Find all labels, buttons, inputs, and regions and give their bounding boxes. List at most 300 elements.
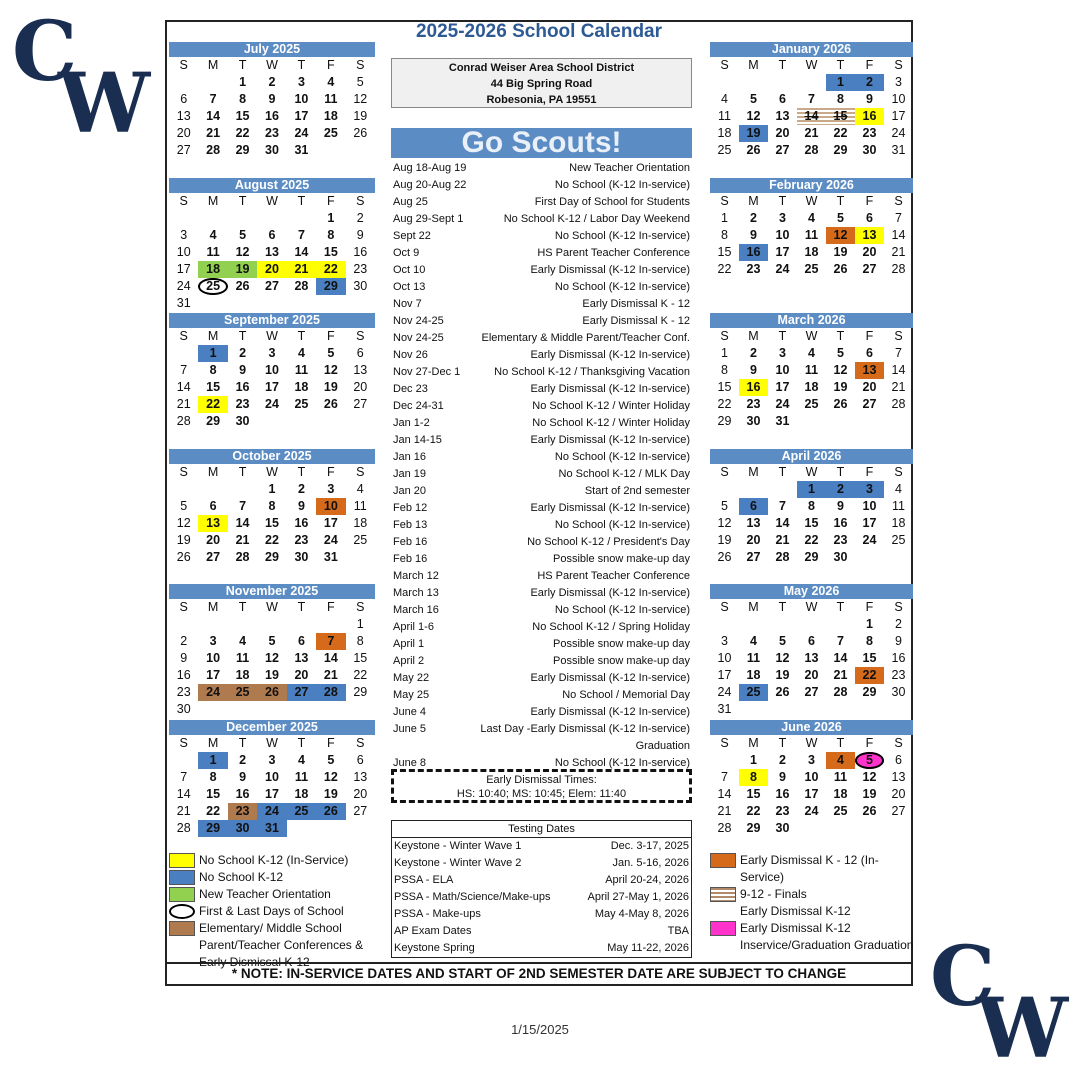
- empty-day: [710, 481, 739, 498]
- weekday-label: S: [356, 464, 365, 479]
- day-cell: 5: [750, 92, 757, 106]
- day-cell: 21: [717, 803, 732, 818]
- month-calendar: [708, 720, 915, 856]
- test-dates: April 27-May 1, 2026: [587, 891, 689, 903]
- event-row: [391, 585, 692, 602]
- month-calendar: [708, 42, 915, 178]
- weekday-label: W: [266, 193, 278, 208]
- legend-item: [708, 852, 915, 886]
- day-cell: 2: [855, 74, 884, 91]
- event-date: June 5: [393, 723, 427, 735]
- event-desc: No School (K-12 In-service): [554, 451, 690, 463]
- day-cell: 27: [746, 549, 761, 564]
- event-desc: No School K-12 / Labor Day Weekend: [503, 213, 690, 225]
- day-cell: 26: [257, 684, 286, 701]
- day-cell: 7: [895, 210, 902, 225]
- day-cell: 7: [180, 363, 188, 377]
- empty-day: [739, 616, 768, 633]
- day-cell: 14: [294, 244, 309, 259]
- weekday-label: S: [179, 600, 188, 614]
- weekday-label: S: [356, 735, 365, 750]
- test-name: Keystone - Winter Wave 2: [394, 857, 522, 869]
- day-cell: 18: [235, 668, 250, 682]
- testing-row: [392, 889, 691, 906]
- day-cell: 14: [775, 515, 790, 530]
- event-desc: No School (K-12 In-service): [554, 179, 690, 191]
- day-cell: 12: [235, 244, 250, 259]
- day-cell: 26: [775, 685, 790, 699]
- day-cell: 24: [294, 126, 309, 140]
- day-cell: 6: [739, 498, 768, 515]
- day-cell: 20: [891, 786, 906, 801]
- legend-left: [167, 852, 382, 971]
- cw-logo-top-left: [10, 10, 160, 140]
- day-cell: 18: [353, 515, 368, 530]
- weekday-label: M: [748, 464, 759, 479]
- month-title: December 2025: [169, 720, 375, 735]
- empty-day: [797, 616, 826, 633]
- day-cell: 15: [746, 786, 761, 801]
- day-cell: 9: [750, 227, 757, 242]
- day-cell: 24: [891, 126, 906, 140]
- svg-text:W: W: [58, 56, 151, 140]
- day-cell: 4: [808, 210, 815, 225]
- weekday-label: W: [266, 735, 278, 750]
- district-address: 44 Big Spring Road: [490, 78, 593, 90]
- page-title: 2025-2026 School Calendar: [415, 21, 663, 42]
- legend-label: Early Dismissal K-12 Inservice/Graduation Graduation: [740, 921, 914, 952]
- footnote: * NOTE: IN-SERVICE DATES AND START OF 2ND SEMESTER DATE ARE SUBJECT TO CHANGE: [167, 962, 911, 984]
- day-cell: 11: [804, 363, 819, 377]
- day-cell: 17: [294, 109, 309, 123]
- day-cell: 12: [862, 769, 877, 784]
- weekday-label: T: [297, 193, 306, 208]
- day-cell: 13: [746, 515, 761, 530]
- weekday-label: M: [748, 329, 759, 343]
- month-grid: [169, 193, 375, 312]
- event-date: Sept 22: [393, 230, 431, 242]
- day-cell: 22: [717, 397, 732, 411]
- event-desc: Early Dismissal (K-12 In-service): [530, 434, 690, 446]
- month-title: May 2026: [710, 584, 913, 599]
- day-cell: 16: [855, 108, 884, 125]
- empty-day: [257, 210, 286, 227]
- day-cell: 3: [721, 634, 728, 648]
- day-cell: 10: [176, 244, 191, 259]
- empty-day: [169, 752, 198, 769]
- month-calendar: [167, 178, 377, 314]
- day-cell: 11: [746, 651, 761, 665]
- dismissal-title: Early Dismissal Times:: [486, 774, 597, 786]
- legend-right: [708, 852, 915, 954]
- weekday-label: M: [207, 464, 219, 479]
- event-row: [391, 262, 692, 279]
- month-title: April 2026: [710, 449, 913, 464]
- day-cell: 25: [804, 261, 819, 276]
- weekday-label: T: [297, 600, 306, 614]
- district-name: Conrad Weiser Area School District: [448, 62, 635, 74]
- event-date: Nov 26: [393, 349, 428, 361]
- event-date: March 13: [393, 587, 439, 599]
- day-cell: 1: [327, 210, 335, 225]
- empty-day: [228, 210, 257, 227]
- day-cell: 9: [268, 92, 276, 106]
- day-cell: 14: [206, 109, 221, 123]
- day-cell: 23: [833, 532, 848, 547]
- day-cell: 11: [235, 651, 250, 665]
- day-cell: 3: [895, 75, 902, 89]
- weekday-label: S: [179, 329, 188, 343]
- day-cell: 4: [327, 75, 335, 89]
- month-grid: [710, 328, 913, 430]
- weekday-label: M: [207, 58, 219, 72]
- day-cell: 12: [775, 651, 790, 665]
- day-cell: 27: [265, 278, 279, 293]
- weekday-label: T: [297, 329, 306, 343]
- testing-row: [392, 855, 691, 872]
- day-cell: 28: [294, 278, 309, 293]
- day-cell: 20: [804, 668, 819, 682]
- event-row: [391, 330, 692, 347]
- day-cell: 4: [808, 346, 815, 360]
- day-cell: 2: [239, 752, 247, 767]
- day-cell: 31: [323, 549, 338, 564]
- weekday-label: S: [179, 58, 188, 72]
- legend-label: Elementary/ Middle School Parent/Teacher Conferences & Early Dismissal K-12: [199, 921, 364, 969]
- day-cell: 25: [804, 397, 819, 411]
- event-date: Aug 29-Sept 1: [393, 213, 464, 225]
- weekday-label: S: [720, 600, 729, 614]
- day-cell: 2: [356, 210, 364, 225]
- day-cell: 17: [717, 668, 732, 682]
- day-cell: 25: [833, 803, 848, 818]
- day-cell: 19: [323, 786, 338, 801]
- day-cell: 1: [826, 74, 855, 91]
- event-date: March 16: [393, 604, 439, 616]
- day-cell: 18: [804, 244, 819, 259]
- event-date: Jan 19: [393, 468, 427, 480]
- legend-swatch: [710, 921, 736, 936]
- weekday-label: S: [720, 464, 729, 479]
- weekday-label: F: [865, 329, 874, 343]
- day-cell: 5: [837, 346, 844, 360]
- weekday-label: W: [805, 58, 818, 72]
- legend-label: First & Last Days of School: [199, 904, 344, 918]
- day-cell: 6: [779, 92, 786, 106]
- empty-day: [198, 74, 227, 91]
- day-cell: 21: [176, 803, 191, 818]
- weekday-label: F: [327, 600, 335, 614]
- day-cell: 30: [862, 143, 877, 157]
- weekday-label: S: [894, 735, 903, 750]
- event-desc: Early Dismissal (K-12 In-service): [530, 349, 690, 361]
- day-cell: 28: [775, 549, 790, 564]
- weekday-label: F: [865, 58, 874, 72]
- day-cell: 22: [265, 532, 279, 547]
- event-desc: Graduation: [635, 740, 690, 752]
- day-cell: 29: [353, 685, 368, 699]
- day-cell: 26: [176, 549, 191, 564]
- day-cell: 20: [775, 126, 790, 140]
- event-desc: No School (K-12 In-service): [554, 604, 690, 616]
- event-row: [391, 483, 692, 500]
- day-cell: 5: [327, 752, 335, 767]
- day-cell: 7: [209, 92, 217, 106]
- day-cell: 28: [891, 397, 906, 411]
- day-cell: 24: [198, 684, 227, 701]
- day-cell: 9: [356, 227, 364, 242]
- day-cell: 8: [808, 498, 815, 513]
- day-cell: 13: [176, 109, 191, 123]
- day-cell: 29: [833, 143, 848, 157]
- empty-day: [169, 210, 198, 227]
- legend-swatch: [710, 904, 736, 919]
- event-row: [391, 738, 692, 755]
- day-cell: 6: [895, 752, 902, 767]
- month-title: July 2025: [169, 42, 375, 57]
- testing-row: [392, 923, 691, 940]
- weekday-label: W: [805, 464, 818, 479]
- event-row: [391, 704, 692, 721]
- day-cell: 25: [294, 397, 309, 411]
- weekday-label: M: [207, 735, 219, 750]
- event-date: Oct 10: [393, 264, 426, 276]
- weekday-label: S: [356, 329, 365, 343]
- event-row: [391, 364, 692, 381]
- day-cell: 12: [323, 769, 338, 784]
- day-cell: 22: [804, 532, 819, 547]
- day-cell: 21: [206, 126, 221, 140]
- day-cell: 8: [327, 227, 335, 242]
- day-cell: 16: [294, 515, 309, 530]
- empty-day: [710, 74, 739, 91]
- event-date: Jan 20: [393, 485, 427, 497]
- weekday-label: W: [805, 735, 818, 750]
- weekday-label: F: [327, 735, 335, 750]
- event-desc: Start of 2nd semester: [584, 485, 690, 497]
- day-cell: 13: [353, 769, 368, 784]
- day-cell: 17: [323, 515, 338, 530]
- day-cell: 2: [239, 346, 247, 360]
- day-cell: 29: [316, 278, 345, 295]
- day-cell: 6: [866, 210, 873, 225]
- months-right-column: [708, 42, 915, 855]
- day-cell: 12: [265, 651, 279, 665]
- day-cell: 8: [239, 92, 247, 106]
- weekday-label: T: [238, 193, 247, 208]
- weekday-label: F: [327, 193, 335, 208]
- day-cell: 28: [891, 261, 906, 276]
- day-cell: 9: [239, 363, 247, 377]
- day-cell: 15: [323, 244, 338, 259]
- day-cell: 28: [235, 549, 250, 564]
- day-cell: 30: [891, 685, 906, 699]
- day-cell: 24: [717, 685, 732, 699]
- event-desc: First Day of School for Students: [534, 196, 690, 208]
- event-date: [391, 738, 393, 755]
- empty-day: [826, 616, 855, 633]
- weekday-label: W: [805, 193, 818, 208]
- day-cell: 12: [746, 109, 761, 123]
- day-cell: 12: [826, 227, 855, 244]
- months-left-column: [167, 42, 377, 855]
- day-cell: 12: [176, 515, 191, 530]
- day-cell: 26: [746, 143, 761, 157]
- test-dates: Dec. 3-17, 2025: [610, 840, 689, 852]
- day-cell: 10: [775, 227, 790, 242]
- event-date: Feb 12: [393, 502, 428, 514]
- day-cell: 15: [862, 651, 877, 665]
- month-calendar: [167, 584, 377, 720]
- weekday-label: S: [179, 193, 188, 208]
- day-cell: 8: [866, 634, 873, 648]
- event-date: May 22: [393, 672, 430, 684]
- day-cell: 31: [176, 295, 191, 310]
- day-cell: 30: [176, 702, 191, 716]
- day-cell: 16: [833, 515, 848, 530]
- event-date: Feb 16: [393, 536, 428, 548]
- month-grid: [710, 599, 913, 718]
- day-cell: 4: [895, 481, 902, 496]
- day-cell: 23: [265, 126, 279, 140]
- day-cell: 20: [257, 261, 286, 278]
- day-cell: 13: [804, 651, 819, 665]
- month-grid: [169, 599, 375, 718]
- day-cell: 30: [228, 820, 257, 837]
- day-cell: 26: [833, 261, 848, 276]
- day-cell: 7: [808, 92, 815, 106]
- month-title: June 2026: [710, 720, 913, 735]
- event-date: Nov 7: [393, 298, 422, 310]
- day-cell: 9: [239, 769, 247, 784]
- day-cell: 18: [804, 380, 819, 394]
- day-cell: 6: [356, 752, 364, 767]
- day-cell: 19: [833, 380, 848, 394]
- test-name: Keystone Spring: [394, 942, 475, 954]
- event-desc: Possible snow make-up day: [553, 638, 690, 650]
- day-cell: 1: [797, 481, 826, 498]
- day-cell: 20: [746, 532, 761, 547]
- event-date: Nov 24-25: [393, 332, 444, 344]
- day-cell: 6: [209, 498, 217, 513]
- event-desc: New Teacher Orientation: [569, 162, 690, 174]
- event-desc: No School K-12 / Spring Holiday: [532, 621, 690, 633]
- day-cell: 25: [891, 532, 906, 547]
- weekday-label: F: [865, 600, 874, 614]
- day-cell: 16: [176, 668, 191, 682]
- day-cell: 11: [804, 227, 819, 242]
- day-cell: 7: [180, 769, 188, 784]
- day-cell: 10: [294, 92, 309, 106]
- day-cell: 18: [746, 668, 761, 682]
- day-cell: 6: [268, 227, 276, 242]
- day-cell: 5: [779, 634, 786, 648]
- day-cell: 28: [316, 684, 345, 701]
- day-cell: 18: [294, 786, 309, 801]
- legend-swatch: [169, 887, 195, 902]
- day-cell: 13: [353, 363, 368, 377]
- day-cell: 22: [833, 126, 848, 140]
- day-cell: 3: [180, 227, 188, 242]
- day-cell: 19: [775, 668, 790, 682]
- weekday-label: S: [356, 600, 365, 614]
- day-cell: 22: [235, 126, 250, 140]
- day-cell: 6: [297, 634, 305, 648]
- weekday-label: S: [720, 58, 729, 72]
- weekday-label: T: [778, 193, 787, 208]
- empty-day: [710, 752, 739, 769]
- weekday-label: W: [805, 600, 818, 614]
- event-desc: No School K-12 / MLK Day: [558, 468, 690, 480]
- event-desc: HS Parent Teacher Conference: [537, 247, 690, 259]
- day-cell: 11: [718, 109, 731, 123]
- day-cell: 28: [804, 143, 819, 157]
- day-cell: 9: [895, 634, 902, 648]
- month-calendar: [708, 584, 915, 720]
- day-cell: 13: [855, 227, 884, 244]
- day-cell: 24: [323, 532, 338, 547]
- day-cell: 15: [265, 515, 279, 530]
- day-cell: 7: [837, 634, 844, 648]
- weekday-label: T: [238, 600, 247, 614]
- weekday-label: W: [805, 329, 818, 343]
- day-cell: 22: [316, 261, 345, 278]
- event-date: May 25: [393, 689, 430, 701]
- month-grid: [710, 464, 913, 566]
- day-cell: 31: [891, 143, 906, 157]
- event-row: [391, 432, 692, 449]
- day-cell: 27: [775, 143, 790, 157]
- day-cell: 27: [176, 143, 191, 157]
- day-cell: 22: [746, 803, 761, 818]
- day-cell: 31: [257, 820, 286, 837]
- day-cell: 9: [779, 769, 786, 784]
- weekday-label: S: [720, 329, 729, 343]
- day-cell: 22: [198, 396, 227, 413]
- weekday-label: M: [748, 600, 759, 614]
- event-desc: No School (K-12 In-service): [554, 519, 690, 531]
- legend-item: [708, 920, 915, 954]
- test-dates: May 11-22, 2026: [607, 942, 689, 954]
- day-cell: 26: [323, 397, 338, 411]
- event-desc: No School K-12 / Thanksgiving Vacation: [494, 366, 690, 378]
- day-cell: 26: [353, 126, 368, 140]
- legend-label: No School K-12: [199, 870, 284, 884]
- weekday-label: F: [327, 58, 335, 72]
- event-desc: Early Dismissal K - 12: [582, 315, 690, 327]
- day-cell: 30: [775, 820, 790, 835]
- empty-day: [739, 481, 768, 498]
- day-cell: 30: [235, 414, 250, 428]
- event-date: Dec 24-31: [393, 400, 444, 412]
- day-cell: 23: [294, 532, 309, 547]
- weekday-label: W: [266, 58, 278, 72]
- event-date: Jan 16: [393, 451, 427, 463]
- day-cell: 6: [180, 92, 188, 106]
- day-cell: 8: [268, 498, 276, 513]
- day-cell: 15: [353, 651, 368, 665]
- day-cell: 19: [739, 125, 768, 142]
- day-cell: 1: [198, 752, 227, 769]
- district-city: Robesonia, PA 19551: [486, 94, 597, 106]
- event-desc: No School K-12 / President's Day: [527, 536, 690, 548]
- test-name: PSSA - ELA: [394, 874, 454, 886]
- event-row: [391, 211, 692, 228]
- day-cell: 13: [198, 515, 227, 532]
- day-cell: 10: [804, 769, 819, 784]
- day-cell: 5: [356, 75, 364, 89]
- event-desc: Early Dismissal (K-12 In-service): [530, 502, 690, 514]
